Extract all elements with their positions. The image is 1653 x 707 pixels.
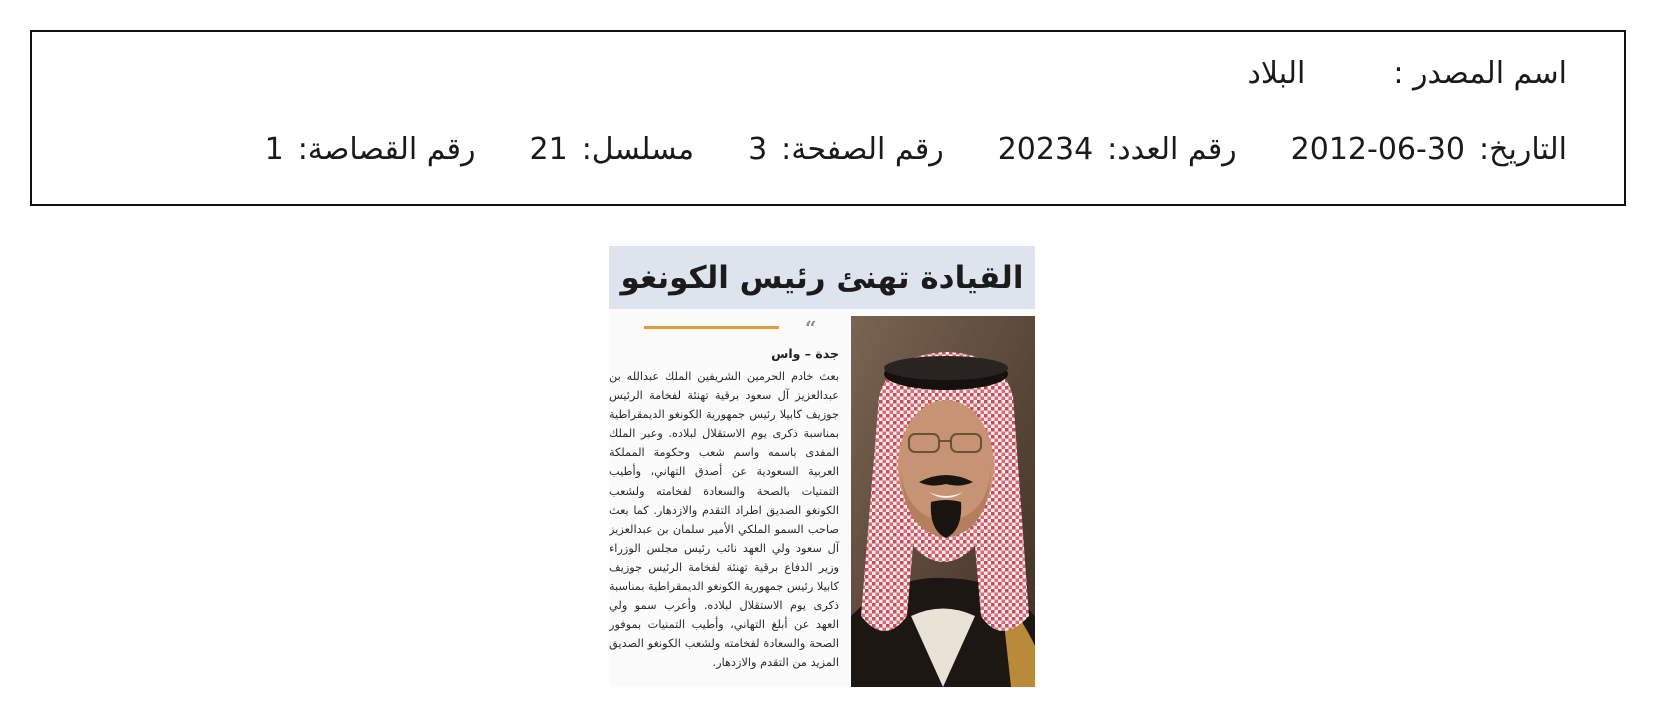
article-headline: القيادة تهنئ رئيس الكونغو	[620, 259, 1024, 296]
accent-rule	[644, 326, 779, 329]
serial-label: مسلسل:	[581, 132, 695, 167]
source-value: البلاد	[1247, 56, 1306, 91]
quote-mark: “	[805, 316, 817, 340]
date-value: 2012-06-30	[1290, 132, 1466, 167]
details-row	[265, 130, 1567, 170]
issue-value: 20234	[997, 132, 1094, 167]
metadata-box	[30, 30, 1626, 206]
serial-value: 21	[529, 132, 568, 167]
portrait-photo	[851, 316, 1035, 687]
clip-value: 1	[264, 132, 284, 167]
headline-band	[609, 246, 1035, 309]
source-label: اسم المصدر :	[1393, 56, 1567, 91]
article-body: بعث خادم الحرمين الشريفين الملك عبدالله بن عبدالعزيز آل سعود برقية تهنئة لفخامة الرئيس جوزيف كابيلا رئيس جمهورية الكونغو الديمقراطية بمناسبة ذكرى يوم الاستقلال لبلاده. وعبر الملك المفدى باسمه واسم شعب وحكومة المملكة العربية السعودية عن أصدق التهاني، وأطيب التمنيات بالصحة والسعادة لفخامته ولشعب الكونغو الصديق اطراد التقدم والازدهار. كما بعث صاحب السمو الملكي الأمير سلمان بن عبدالعزيز آل سعود ولي العهد نائب رئيس مجلس الوزراء وزير الدفاع برقية تهنئة لفخامة الرئيس جوزيف كابيلا رئيس جمهورية الكونغو الديمقراطية بمناسبة ذكرى يوم الاستقلال لبلاده. وأعرب سمو ولي العهد عن أبلغ التهاني، وأطيب التمنيات بموفور الصحة والسعادة لفخامته ولشعب الكونغو الصديق المزيد من التقدم والازدهار.	[609, 370, 839, 670]
source-row	[1248, 54, 1567, 94]
page-value: 3	[748, 132, 768, 167]
issue-label: رقم العدد:	[1107, 132, 1237, 167]
page-label: رقم الصفحة:	[781, 132, 944, 167]
clip-label: رقم القصاصة:	[297, 132, 476, 167]
date-label: التاريخ:	[1479, 132, 1567, 167]
article-dateline: جدة – واس	[771, 346, 839, 361]
news-clipping	[609, 243, 1035, 687]
